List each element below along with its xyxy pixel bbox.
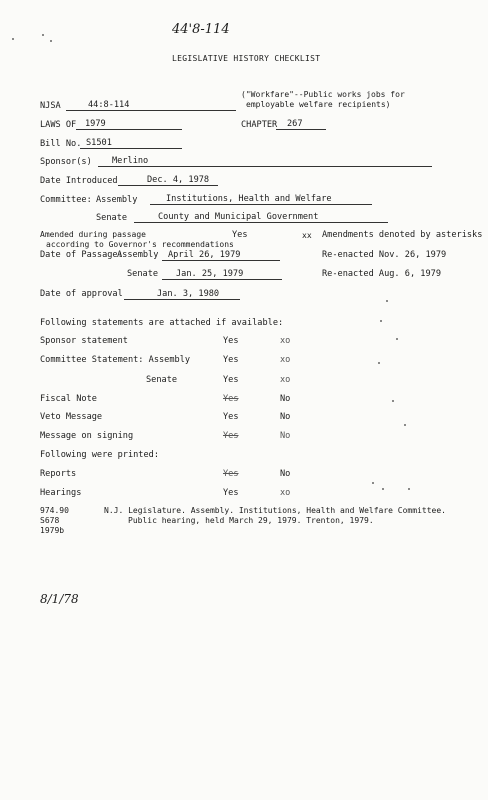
njsa-label: NJSA	[40, 101, 61, 111]
committee-senate-underline	[134, 222, 388, 223]
committee-senate-value: County and Municipal Government	[158, 212, 319, 222]
call-number-2: S678	[40, 516, 60, 525]
scan-speck	[404, 424, 406, 426]
statement-yes-veto-message: Yes	[223, 412, 239, 422]
statement-no-fiscal-note: No	[280, 394, 291, 404]
approval-label: Date of approval	[40, 289, 123, 299]
statement-label-message-on-signing: Message on signing	[40, 431, 134, 441]
chapter-underline	[276, 129, 326, 130]
date-introduced-label: Date Introduced	[40, 176, 118, 186]
reference-line-1: N.J. Legislature. Assembly. Institutions, Health and Welfare Committee.	[104, 506, 446, 515]
statement-yes-committee-assembly: Yes	[223, 355, 239, 365]
approval-value: Jan. 3, 1980	[157, 289, 220, 299]
scan-speck	[378, 362, 380, 364]
scan-speck	[392, 400, 394, 402]
statement-label-veto-message: Veto Message	[40, 412, 103, 422]
approval-underline	[124, 299, 240, 300]
scan-speck	[408, 488, 410, 490]
description-line-1: ("Workfare"--Public works jobs for	[241, 90, 405, 99]
statement-yes-sponsor: Yes	[223, 336, 239, 346]
scan-speck	[382, 488, 384, 490]
amended-no: xx	[302, 231, 312, 240]
scan-speck	[50, 40, 52, 42]
scan-speck	[386, 300, 388, 302]
amended-line-1: Amended during passage	[40, 230, 146, 239]
amendments-note: Amendments denoted by asterisks	[322, 230, 483, 240]
passage-senate-value: Jan. 25, 1979	[176, 269, 244, 279]
passage-senate-label: Senate	[127, 269, 159, 279]
bill-no-value: S1501	[86, 138, 112, 148]
printed-no-reports: No	[280, 469, 291, 479]
scan-speck	[396, 338, 398, 340]
passage-senate-underline	[162, 279, 282, 280]
assembly-reenacted: Re-enacted Nov. 26, 1979	[322, 250, 447, 260]
committee-senate-label: Senate	[96, 213, 128, 223]
statement-label-sponsor: Sponsor statement	[40, 336, 128, 346]
bill-no-underline	[80, 148, 182, 149]
handwritten-file-number: 44'8-114	[172, 22, 230, 37]
statement-no-committee-senate: xo	[280, 375, 291, 385]
statement-no-message-on-signing: No	[280, 431, 291, 441]
statement-yes-fiscal-note: Yes	[223, 394, 239, 404]
njsa-underline	[66, 110, 236, 111]
sponsor-label: Sponsor(s)	[40, 157, 92, 167]
passage-assembly-label: Assembly	[117, 250, 159, 260]
laws-of-value: 1979	[85, 119, 106, 129]
committee-assembly-label: Assembly	[96, 195, 138, 205]
committee-label: Committee:	[40, 195, 92, 205]
scan-speck	[372, 482, 374, 484]
date-introduced-value: Dec. 4, 1978	[147, 175, 210, 185]
printed-label-hearings: Hearings	[40, 488, 82, 498]
call-number-3: 1979b	[40, 526, 65, 535]
statement-label-committee-senate: Senate	[146, 375, 178, 385]
statement-no-sponsor: xo	[280, 336, 291, 346]
sponsor-value: Merlino	[112, 156, 149, 166]
printed-label-reports: Reports	[40, 469, 77, 479]
scan-speck	[42, 34, 44, 36]
printed-heading: Following were printed:	[40, 450, 159, 460]
description-line-2: employable welfare recipients)	[246, 100, 391, 109]
reference-line-2: Public hearing, held March 29, 1979. Trenton, 1979.	[128, 516, 374, 525]
njsa-value: 44:8-114	[88, 100, 130, 110]
amended-yes: Yes	[232, 230, 248, 240]
printed-yes-hearings: Yes	[223, 488, 239, 498]
call-number-1: 974.90	[40, 506, 69, 515]
statement-no-veto-message: No	[280, 412, 291, 422]
attached-heading: Following statements are attached if available:	[40, 318, 284, 328]
handwritten-date: 8/1/78	[40, 592, 79, 606]
laws-of-label: LAWS OF	[40, 120, 77, 130]
date-introduced-underline	[118, 185, 218, 186]
printed-yes-reports: Yes	[223, 469, 239, 479]
committee-assembly-value: Institutions, Health and Welfare	[166, 194, 332, 204]
statement-label-fiscal-note: Fiscal Note	[40, 394, 97, 404]
statement-yes-message-on-signing: Yes	[223, 431, 239, 441]
passage-assembly-underline	[162, 260, 280, 261]
bill-no-label: Bill No.	[40, 139, 82, 149]
chapter-value: 267	[287, 119, 303, 129]
scan-speck	[12, 38, 14, 40]
sponsor-underline	[98, 166, 432, 167]
statement-label-committee-assembly: Committee Statement: Assembly	[40, 355, 191, 365]
passage-label: Date of Passage:	[40, 250, 123, 260]
statement-no-committee-assembly: xo	[280, 355, 291, 365]
statement-yes-committee-senate: Yes	[223, 375, 239, 385]
scan-speck	[380, 320, 382, 322]
committee-assembly-underline	[150, 204, 372, 205]
printed-no-hearings: xo	[280, 488, 291, 498]
laws-of-underline	[76, 129, 182, 130]
senate-reenacted: Re-enacted Aug. 6, 1979	[322, 269, 441, 279]
page-title: LEGISLATIVE HISTORY CHECKLIST	[172, 54, 321, 63]
amended-line-2: according to Governor's recommendations	[46, 240, 234, 249]
chapter-label: CHAPTER	[241, 120, 278, 130]
passage-assembly-value: April 26, 1979	[168, 250, 241, 260]
